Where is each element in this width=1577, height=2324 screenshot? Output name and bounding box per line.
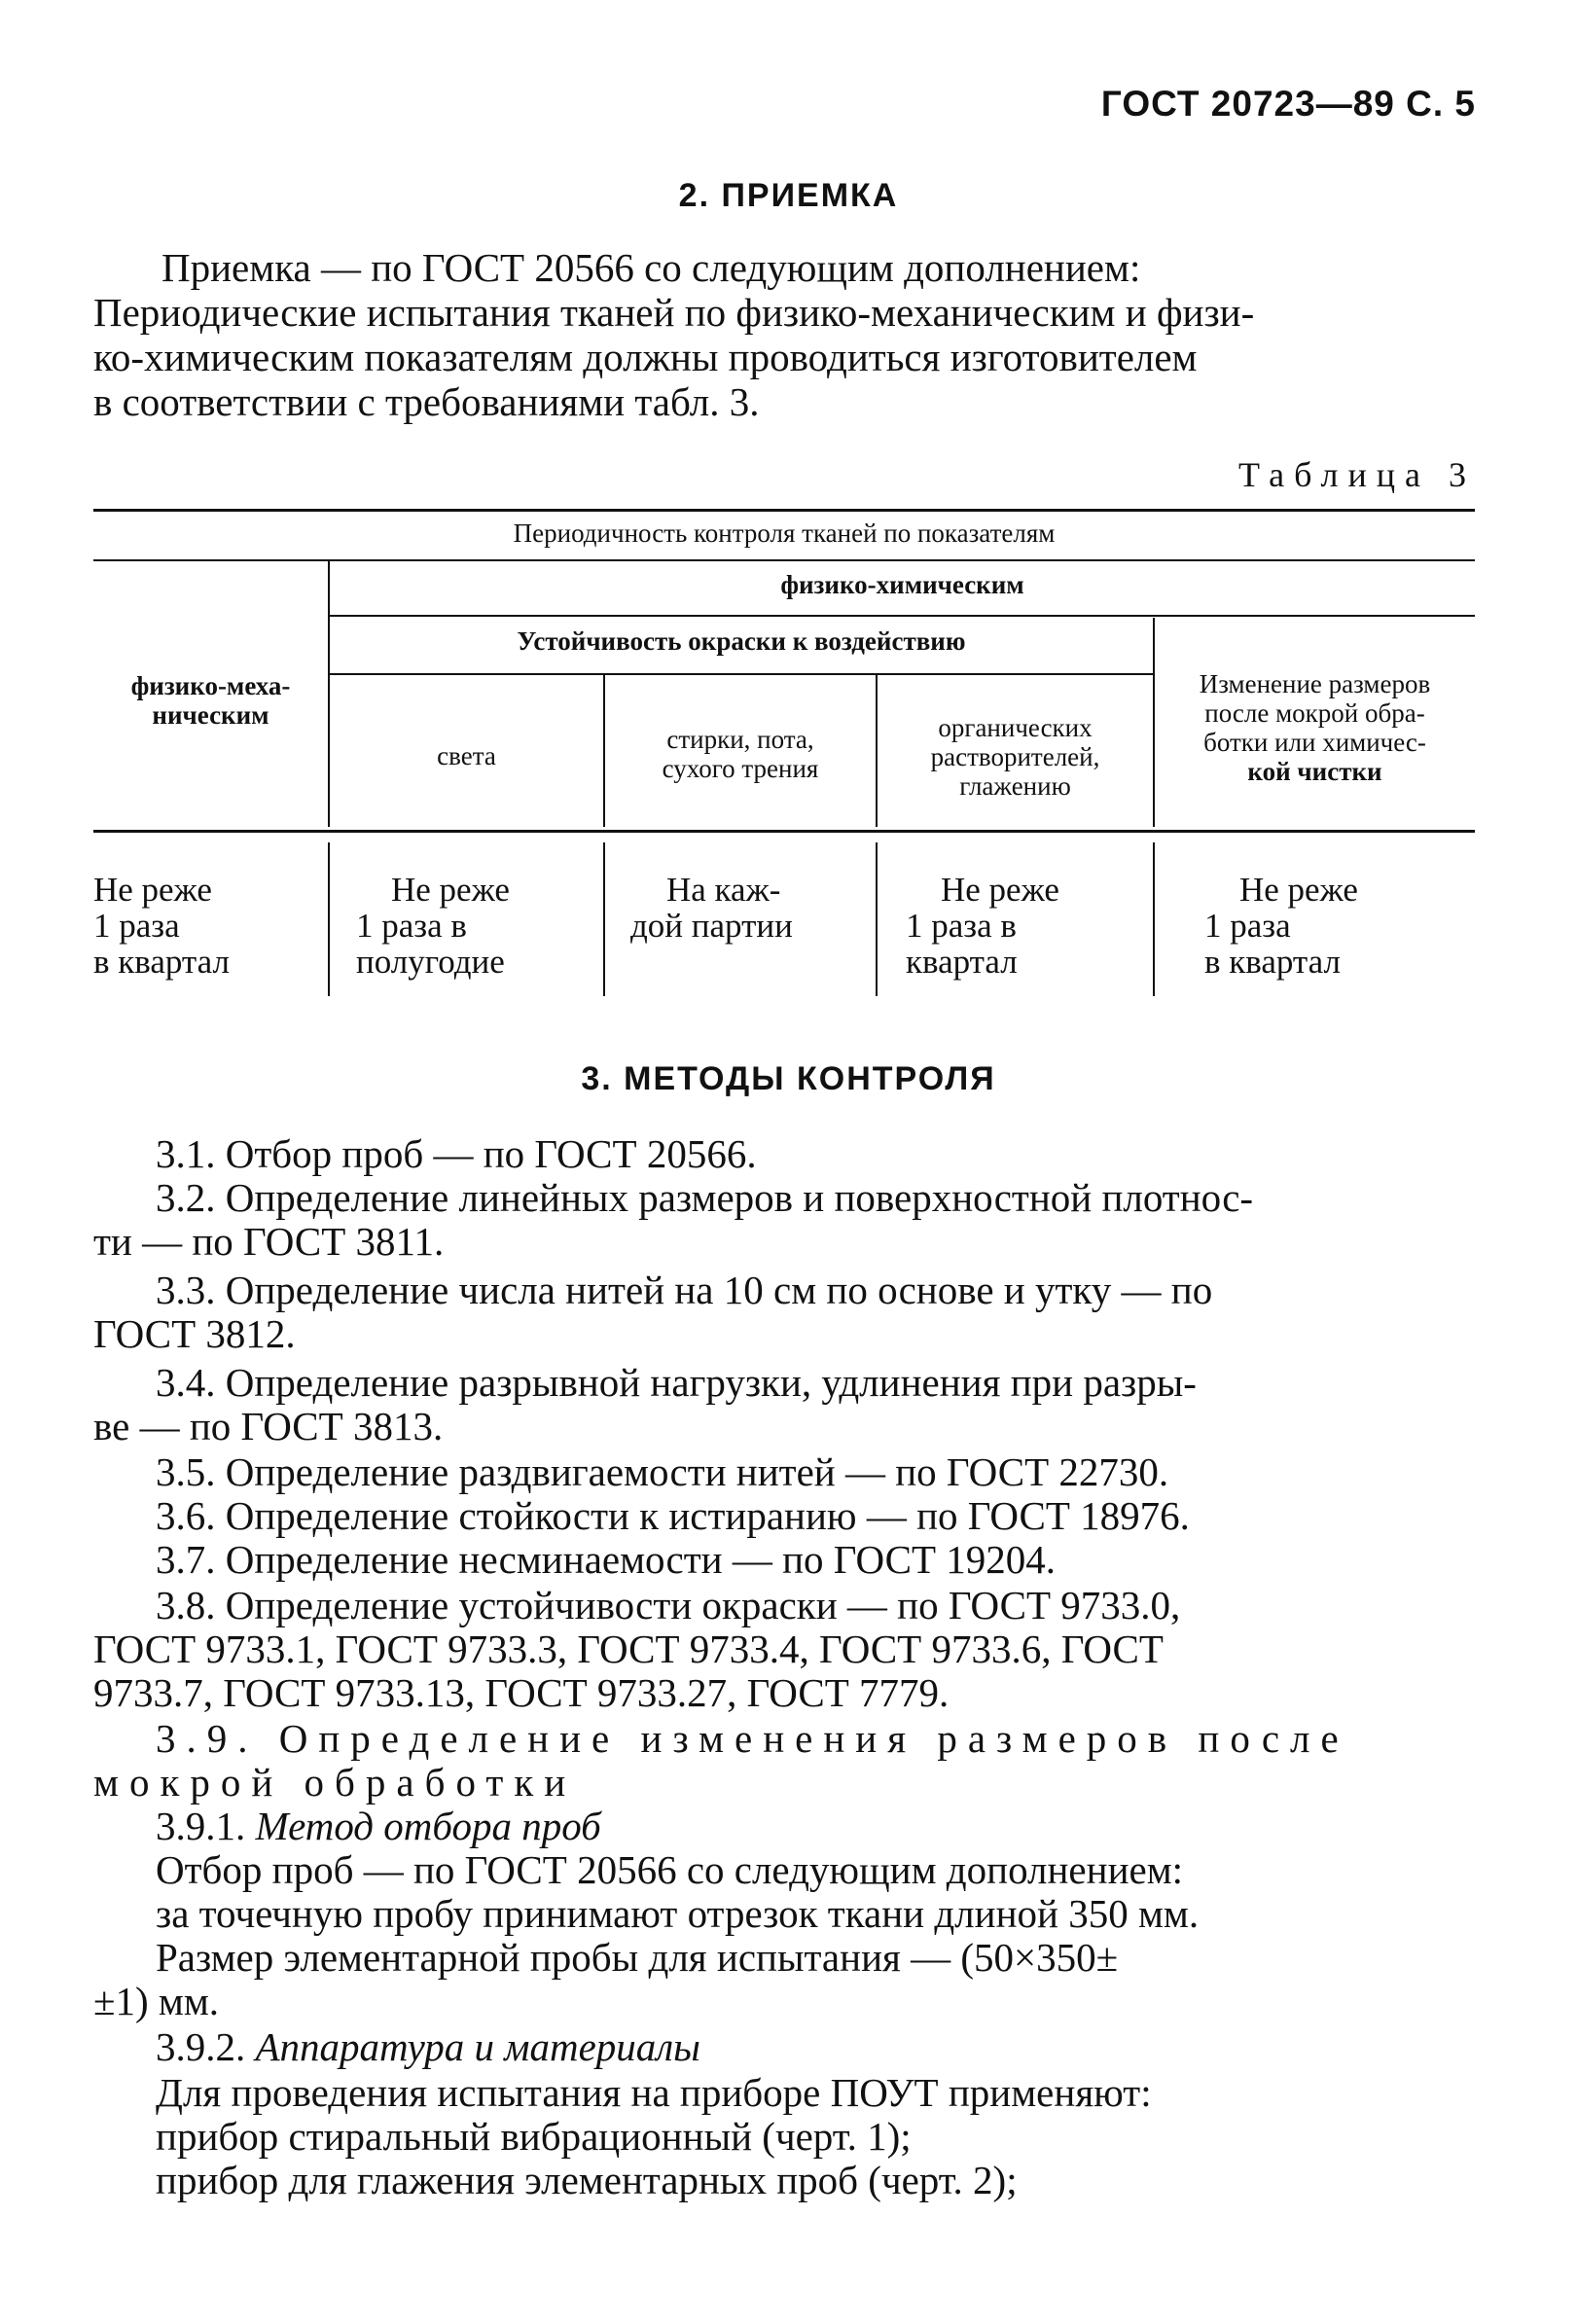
item-3-9-1-heading: 3.9.1. Метод отбора проб <box>156 1804 601 1848</box>
item-3-2-line-2: ти — по ГОСТ 3811. <box>93 1219 445 1264</box>
section-2-paragraph <box>93 245 1475 424</box>
table-vline-mech <box>328 559 330 827</box>
table-body-vline-1 <box>328 842 330 996</box>
table-rule-3 <box>330 615 1475 617</box>
table-header-light: света <box>437 741 496 770</box>
item-3-8-line-1: 3.8. Определение устойчивости окраски — по ГОСТ 9733.0, <box>156 1583 1181 1627</box>
table-header-fastness: Устойчивость окраски к воздействию <box>517 626 966 656</box>
table-caption: Таблица 3 <box>1238 455 1476 494</box>
item-3-3-line-1: 3.3. Определение числа нитей на 10 см по основе и утку — по <box>156 1268 1213 1312</box>
table-cell-wash: На каж- дой партии <box>630 871 793 945</box>
paragraph-line-1: Приемка — по ГОСТ 20566 со следующим дополнением: <box>161 245 1141 290</box>
table-cell-light: Не реже 1 раза в полугодие <box>356 871 510 981</box>
table-body-vline-2 <box>603 842 605 996</box>
table-header-chem: физико-химическим <box>780 570 1024 599</box>
item-3-9-2-line-1: Для проведения испытания на приборе ПОУТ применяют: <box>156 2070 1152 2115</box>
table-cell-mech: Не реже 1 раза в квартал <box>93 871 230 981</box>
table-header-solvents: органических растворителей, глажению <box>930 713 1100 801</box>
item-3-2-line-1: 3.2. Определение линейных размеров и поверхностной плотнос- <box>156 1175 1254 1220</box>
table-cell-size-change: Не реже 1 раза в квартал <box>1204 871 1358 981</box>
section-2-title: 2. ПРИЕМКА <box>678 177 899 214</box>
paragraph-line-3: ко-химическим показателям должны проводиться изготовителем <box>93 335 1198 379</box>
item-3-3-line-2: ГОСТ 3812. <box>93 1311 296 1356</box>
item-3-9-line-1: 3.9. Определение изменения размеров после <box>156 1716 1349 1761</box>
item-3-1: 3.1. Отбор проб — по ГОСТ 20566. <box>156 1131 757 1176</box>
item-3-9-1-line-1: Отбор проб — по ГОСТ 20566 со следующим дополнением: <box>156 1847 1184 1892</box>
table-header-wash: стирки, пота, сухого трения <box>662 725 819 783</box>
table-top-rule <box>93 509 1475 512</box>
table-header-periodicity: Периодичность контроля тканей по показателям <box>513 518 1056 548</box>
item-3-8-line-3: 9733.7, ГОСТ 9733.13, ГОСТ 9733.27, ГОСТ 7779. <box>93 1670 950 1715</box>
table-body-vline-3 <box>876 842 878 996</box>
table-body-vline-4 <box>1153 842 1155 996</box>
item-3-4-line-1: 3.4. Определение разрывной нагрузки, удлинения при разры- <box>156 1360 1197 1405</box>
table-header-bottom-rule <box>93 830 1475 833</box>
table-header-size-change: Изменение размеров после мокрой обра- ботки или химичес- кой чистки <box>1199 669 1431 786</box>
item-3-9-2-line-2: прибор стиральный вибрационный (черт. 1); <box>156 2114 912 2159</box>
table-rule-2 <box>93 559 1475 561</box>
item-3-9-2-heading: 3.9.2. Аппаратура и материалы <box>156 2024 700 2069</box>
item-3-7: 3.7. Определение несминаемости — по ГОСТ 19204. <box>156 1537 1056 1582</box>
item-3-4-line-2: ве — по ГОСТ 3813. <box>93 1404 444 1448</box>
item-3-9-2-line-3: прибор для глажения элементарных проб (черт. 2); <box>156 2158 1018 2202</box>
paragraph-line-4: в соответствии с требованиями табл. 3. <box>93 379 760 424</box>
item-3-9-1-line-4: ±1) мм. <box>93 1979 220 2023</box>
item-3-5: 3.5. Определение раздвигаемости нитей — по ГОСТ 22730. <box>156 1449 1169 1494</box>
table-rule-4 <box>330 673 1153 675</box>
paragraph-line-2: Периодические испытания тканей по физико-механическим и физи- <box>93 290 1255 335</box>
table-cell-solvents: Не реже 1 раза в квартал <box>906 871 1059 981</box>
item-3-6: 3.6. Определение стойкости к истиранию — по ГОСТ 18976. <box>156 1493 1190 1538</box>
section-3-title: 3. МЕТОДЫ КОНТРОЛЯ <box>581 1060 996 1097</box>
item-3-9-1-line-3: Размер элементарной пробы для испытания — (50×350± <box>156 1935 1119 1980</box>
item-3-8-line-2: ГОСТ 9733.1, ГОСТ 9733.3, ГОСТ 9733.4, ГОСТ 9733.6, ГОСТ <box>93 1627 1164 1671</box>
page-header: ГОСТ 20723—89 С. 5 <box>1100 84 1476 124</box>
item-3-9-line-2: мокрой обработки <box>93 1760 577 1805</box>
item-3-9-1-line-2: за точечную пробу принимают отрезок ткани длиной 350 мм. <box>156 1891 1200 1936</box>
table-header-mech: физико-меха- ническим <box>130 671 291 730</box>
